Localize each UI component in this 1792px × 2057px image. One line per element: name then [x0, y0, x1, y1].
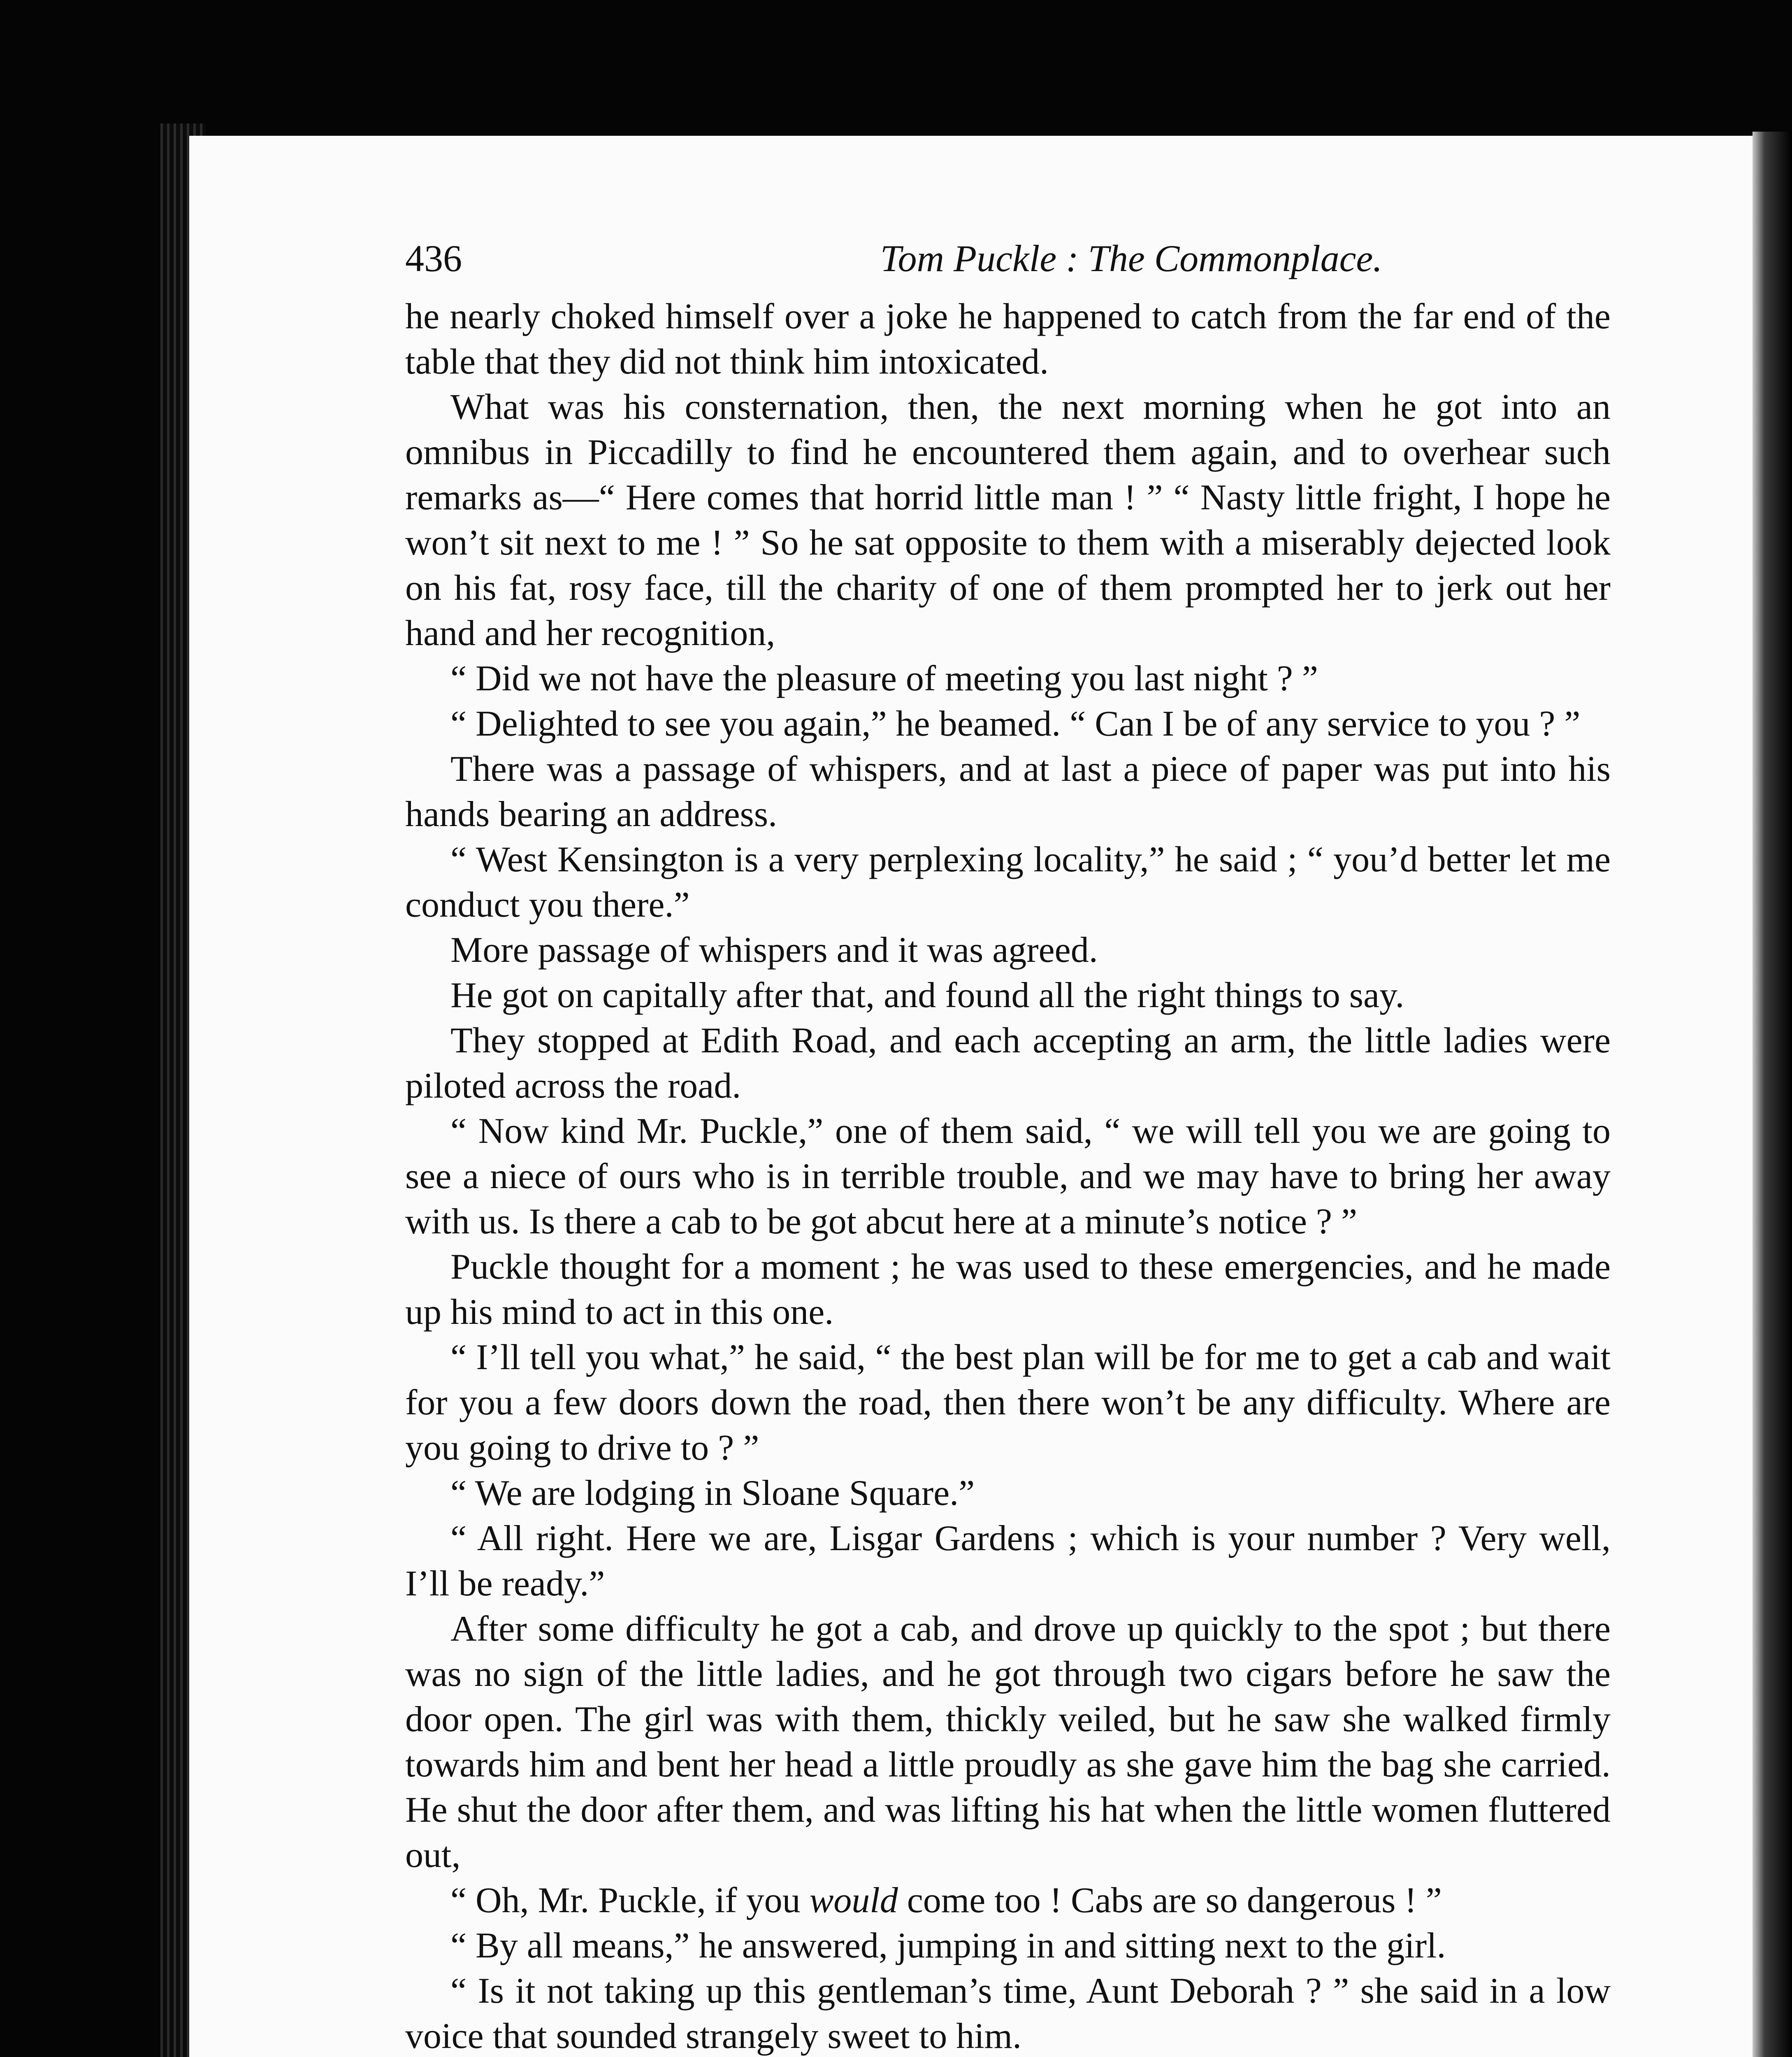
paragraph: He got on capitally after that, and found all the right things to say.: [450, 975, 1404, 1015]
paragraph: Puckle thought for a moment ; he was used to these emergencies, and he made up his mind to act in this one.: [405, 1247, 1611, 1332]
paragraph: “ Did we not have the pleasure of meeting you last night ? ”: [450, 659, 1318, 699]
paragraph: “ All right. Here we are, Lisgar Gardens ; which is your number ? Very well, I’ll be ready.”: [405, 1518, 1611, 1604]
paragraph: he nearly choked himself over a joke he happened to catch from the far end of the table that they did not think him intoxicated.: [405, 297, 1611, 382]
paragraph: “ West Kensington is a very perplexing locality,” he said ; “ you’d better let me conduct you there.”: [405, 840, 1611, 925]
page-header: [405, 237, 1611, 286]
paragraph: There was a passage of whispers, and at last a piece of paper was put into his hands bearing an address.: [405, 749, 1611, 834]
gutter-shadow: [1753, 132, 1792, 2057]
page-number: 436: [405, 237, 462, 279]
paragraph: “ Oh, Mr. Puckle, if you would come too ! Cabs are so dangerous ! ”: [450, 1881, 1442, 1920]
paragraph: “ Delighted to see you again,” he beamed. “ Can I be of any service to you ? ”: [450, 704, 1581, 744]
paragraph: “ I’ll tell you what,” he said, “ the best plan will be for me to get a cab and wait for you a few doors down the road, then there won’t be any difficulty. Where are you going to drive to ? ”: [405, 1337, 1611, 1468]
body-text: [405, 294, 1611, 2057]
paragraph: “ Is it not taking up this gentleman’s time, Aunt Deborah ? ” she said in a low voice that sounded strangely sweet to him.: [405, 1971, 1611, 2056]
running-title: Tom Puckle : The Commonplace.: [880, 237, 1383, 279]
paragraph: “ By all means,” he answered, jumping in and sitting next to the girl.: [450, 1926, 1446, 1966]
paragraph: “ Now kind Mr. Puckle,” one of them said, “ we will tell you we are going to see a niece of ours who is in terrible trouble, and we may have to bring her away with us. Is there a cab to be got abcut here at a minute’s notice ? ”: [405, 1111, 1611, 1242]
paragraph: After some difficulty he got a cab, and drove up quickly to the spot ; but there was no sign of the little ladies, and he got through two cigars before he saw the door open. The girl was with them, thickly veiled, but he saw she walked firmly towards him and bent her head a little proudly as she gave him the bag she carried. He shut the door after them, and was lifting his hat when the little women fluttered out,: [405, 1609, 1611, 1875]
paragraph: More passage of whispers and it was agreed.: [450, 930, 1098, 970]
paragraph: They stopped at Edith Road, and each accepting an arm, the little ladies were piloted across the road.: [405, 1021, 1611, 1106]
page-text: [405, 237, 1611, 2057]
paragraph: What was his consternation, then, the next morning when he got into an omnibus in Piccadilly to find he encountered them again, and to overhear such remarks as—“ Here comes that horrid little man ! ” “ Nasty little fright, I hope he won’t sit next to me ! ” So he sat opposite to them with a miserably dejected look on his fat, rosy face, till the charity of one of them prompted her to jerk out her hand and her recognition,: [405, 387, 1611, 653]
emphasis: would: [809, 1881, 898, 1920]
paragraph: “ We are lodging in Sloane Square.”: [450, 1473, 975, 1513]
